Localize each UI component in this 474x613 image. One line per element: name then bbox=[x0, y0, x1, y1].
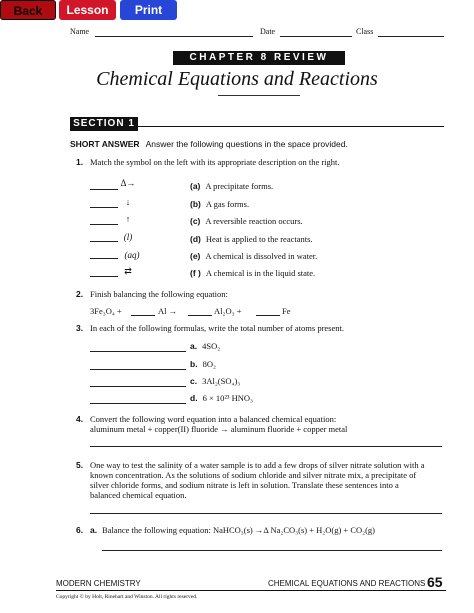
q6-text: Balance the following equation: NaHCO₃(s) →Δ Na₂CO₃(s) + H₂O(g) + CO₂(g) bbox=[102, 525, 376, 535]
q3-item-c: c. 3Al₂(SO₄)₃ bbox=[190, 376, 241, 386]
q5-line-2: known concentration. As the solutions of sodium chloride and silver nitrate mix, a precipitate of bbox=[90, 470, 417, 480]
short-answer-text: Answer the following questions in the space provided. bbox=[145, 139, 348, 149]
q2-term-2: Al → bbox=[158, 306, 178, 316]
q1-symbol-liquid: (l) bbox=[123, 232, 133, 242]
q1-answer-d: (d) Heat is applied to the reactants. bbox=[190, 234, 313, 244]
q3-blank-b[interactable] bbox=[90, 369, 186, 370]
date-line bbox=[280, 36, 352, 37]
q3-blank-a[interactable] bbox=[90, 351, 186, 352]
footer-chapter: CHEMICAL EQUATIONS AND REACTIONS bbox=[268, 579, 426, 588]
q3-blank-c[interactable] bbox=[90, 386, 186, 387]
page-title: Chemical Equations and Reactions bbox=[96, 68, 378, 90]
q6-number: 6. bbox=[76, 525, 84, 535]
q3-item-a: a. 4SO₂ bbox=[190, 341, 221, 351]
name-label: Name bbox=[70, 27, 90, 36]
q1-answer-b: (b) A gas forms. bbox=[190, 199, 250, 209]
short-answer-instructions bbox=[70, 139, 348, 149]
q5-line-3: silver chloride forms, and sodium nitrate is left in solution. Translate these sentences into a bbox=[90, 480, 399, 490]
q1-symbol-up-arrow: ↑ bbox=[125, 214, 131, 224]
footer-book: MODERN CHEMISTRY bbox=[56, 579, 141, 588]
q4-answer-line[interactable] bbox=[90, 446, 442, 447]
q1-answer-f: (f ) A chemical is in the liquid state. bbox=[190, 268, 316, 278]
q2-number: 2. bbox=[76, 289, 84, 299]
q2-blank-al[interactable] bbox=[131, 315, 155, 316]
top-nav-bar bbox=[0, 0, 474, 20]
q5-line-1: One way to test the salinity of a water sample is to add a few drops of silver nitrate solution with a bbox=[90, 460, 425, 470]
q3-item-b: b. 8O₂ bbox=[190, 359, 216, 369]
q1-blank-2[interactable] bbox=[90, 207, 118, 208]
q2-blank-fe[interactable] bbox=[256, 315, 280, 316]
q3-number: 3. bbox=[76, 323, 84, 333]
section-label: SECTION 1 bbox=[70, 117, 138, 131]
q1-answer-e: (e) A chemical is dissolved in water. bbox=[190, 251, 318, 261]
lesson-button[interactable]: Lesson bbox=[59, 0, 116, 20]
q1-symbol-down-arrow: ↓ bbox=[125, 197, 131, 207]
q2-term-3: Al₂O₃ + bbox=[214, 306, 242, 316]
q1-text: Match the symbol on the left with its appropriate description on the right. bbox=[90, 157, 340, 167]
q1-symbol-reversible: ⇄ bbox=[124, 266, 132, 276]
class-label: Class bbox=[356, 27, 374, 36]
q1-symbol-aqueous: (aq) bbox=[124, 250, 140, 260]
page-number: 65 bbox=[427, 574, 443, 590]
name-line bbox=[95, 36, 253, 37]
print-button[interactable]: Print bbox=[120, 0, 177, 20]
q1-number: 1. bbox=[76, 157, 84, 167]
q2-term-4: Fe bbox=[282, 306, 291, 316]
class-line bbox=[378, 36, 444, 37]
q4-line-2: aluminum metal + copper(II) fluoride → aluminum fluoride + copper metal bbox=[90, 424, 348, 434]
q1-blank-4[interactable] bbox=[90, 241, 118, 242]
date-label: Date bbox=[260, 27, 276, 36]
q4-number: 4. bbox=[76, 414, 84, 424]
q1-answer-c: (c) A reversible reaction occurs. bbox=[190, 216, 303, 226]
footer-rule bbox=[56, 590, 446, 591]
q6-letter: a. bbox=[90, 525, 98, 535]
q3-text: In each of the following formulas, write the total number of atoms present. bbox=[90, 323, 344, 333]
q1-answer-a: (a) A precipitate forms. bbox=[190, 181, 274, 191]
q5-number: 5. bbox=[76, 460, 84, 470]
q3-blank-d[interactable] bbox=[90, 403, 186, 404]
q1-symbol-heat: Δ→ bbox=[120, 178, 136, 188]
q2-blank-al2o3[interactable] bbox=[188, 315, 212, 316]
q3-item-d: d. 6 × 10²³ HNO₃ bbox=[190, 393, 253, 403]
q1-blank-3[interactable] bbox=[90, 224, 118, 225]
q4-line-1: Convert the following word equation into a balanced chemical equation: bbox=[90, 414, 337, 424]
q1-blank-1[interactable] bbox=[90, 189, 118, 190]
title-underline bbox=[218, 95, 300, 96]
q6-answer-line[interactable] bbox=[102, 550, 442, 551]
q1-blank-6[interactable] bbox=[90, 276, 118, 277]
copyright-text: Copyright © by Holt, Rinehart and Winston. All rights reserved. bbox=[56, 594, 198, 600]
q2-term-1: 3Fe₃O₄ + bbox=[90, 306, 122, 316]
q5-line-4: balanced chemical equation. bbox=[90, 490, 187, 500]
short-answer-label: SHORT ANSWER bbox=[70, 139, 140, 149]
q1-blank-5[interactable] bbox=[90, 258, 118, 259]
q2-text: Finish balancing the following equation: bbox=[90, 289, 228, 299]
chapter-banner: CHAPTER 8 REVIEW bbox=[173, 51, 345, 65]
back-button[interactable]: Back bbox=[0, 0, 56, 20]
q5-answer-line[interactable] bbox=[90, 513, 442, 514]
